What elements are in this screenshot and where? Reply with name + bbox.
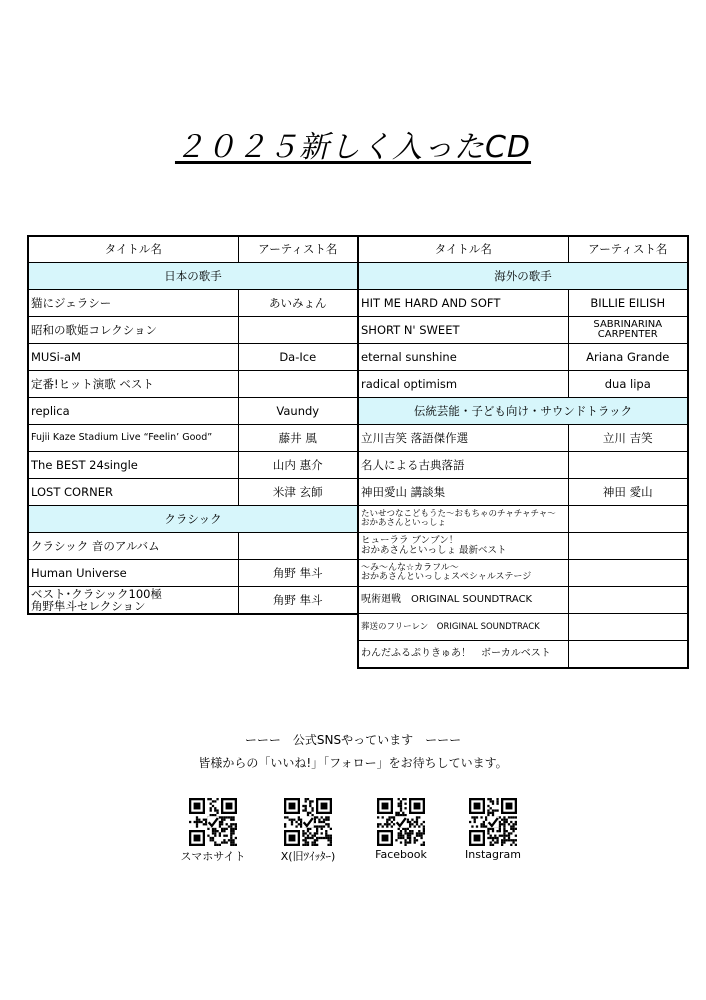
table-row	[28, 479, 358, 506]
table-row	[358, 641, 688, 669]
cd-title: 昭和の歌姫コレクション	[28, 317, 238, 344]
cd-artist: 藤井 風	[238, 425, 358, 452]
table-row	[358, 290, 688, 317]
table-row	[358, 425, 688, 452]
cd-title: 定番!ヒット演歌 ベスト	[28, 371, 238, 398]
table-row	[358, 506, 688, 533]
cd-title: 葬送のフリーレン ORIGINAL SOUNDTRACK	[358, 614, 568, 641]
table-row	[358, 452, 688, 479]
sns-message: 皆様からの「いいね!」「フォロー」をお待ちしています。	[198, 756, 508, 770]
artist-header: アーティスト名	[238, 236, 358, 263]
cd-artist	[568, 506, 688, 533]
artist-header: アーティスト名	[568, 236, 688, 263]
section-heading-overseas: 海外の歌手	[358, 263, 688, 290]
cd-artist: Vaundy	[238, 398, 358, 425]
cd-title: わんだふるぷりきゅあ！ ボーカルベスト	[358, 641, 568, 669]
cd-artist	[568, 560, 688, 587]
cd-title-line: おかあさんといっしょ 最新ベスト	[361, 545, 507, 556]
cd-title: The BEST 24single	[28, 452, 238, 479]
cd-artist	[238, 371, 358, 398]
cd-artist: Ariana Grande	[568, 344, 688, 371]
cd-title: Human Universe	[28, 560, 238, 587]
page-title: ２０２５新しく入ったCD	[174, 130, 532, 165]
cd-artist: dua lipa	[568, 371, 688, 398]
cd-title-line: ベスト･クラシック100極	[31, 586, 162, 601]
cd-title	[358, 533, 568, 560]
cd-title	[358, 506, 568, 533]
cd-artist	[238, 317, 358, 344]
table-row	[358, 344, 688, 371]
table-row	[28, 425, 358, 452]
table-row	[358, 587, 688, 614]
table-row	[358, 533, 688, 560]
table-row	[358, 317, 688, 344]
cd-title: 呪術廻戦 ORIGINAL SOUNDTRACK	[358, 587, 568, 614]
cd-artist	[568, 641, 688, 669]
section-heading-classic: クラシック	[28, 506, 358, 533]
cd-artist: Da-Ice	[238, 344, 358, 371]
cd-title: クラシック 音のアルバム	[28, 533, 238, 560]
table-row	[28, 533, 358, 560]
qr-label-smartphone-site: スマホサイト	[180, 850, 246, 863]
cd-title: MUSi-aM	[28, 344, 238, 371]
table-row	[28, 317, 358, 344]
table-row	[28, 452, 358, 479]
cd-title: replica	[28, 398, 238, 425]
cd-artist	[568, 533, 688, 560]
cd-title-line: たいせつなこどもうた～おもちゃのチャチャチャ～	[361, 509, 556, 520]
cd-title: 立川吉笑 落語傑作選	[358, 425, 568, 452]
table-row	[358, 479, 688, 506]
cd-artist: 米津 玄師	[238, 479, 358, 506]
qr-code-icon[interactable]	[284, 798, 332, 846]
title-header: タイトル名	[28, 236, 238, 263]
qr-code-icon[interactable]	[377, 798, 425, 846]
cd-title-line: ヒューララ ブンブン！	[361, 535, 459, 547]
cd-title: SHORT N' SWEET	[358, 317, 568, 344]
title-header: タイトル名	[358, 236, 568, 263]
cd-artist: あいみょん	[238, 290, 358, 317]
cd-artist: 山内 惠介	[238, 452, 358, 479]
table-row	[28, 560, 358, 587]
table-row	[358, 371, 688, 398]
cd-title-line: 角野隼斗セレクション	[31, 599, 146, 613]
cd-title	[28, 587, 238, 615]
cd-title	[358, 560, 568, 587]
cd-title-line: おかあさんといっしょ	[361, 518, 447, 528]
qr-code-icon[interactable]	[469, 798, 517, 846]
table-row	[28, 398, 358, 425]
cd-artist: BILLIE EILISH	[568, 290, 688, 317]
cd-artist	[568, 452, 688, 479]
cd-title: 猫にジェラシー	[28, 290, 238, 317]
cd-title: 神田愛山 講談集	[358, 479, 568, 506]
table-row	[28, 371, 358, 398]
cd-title: radical optimism	[358, 371, 568, 398]
cd-artist	[238, 533, 358, 560]
overseas-traditional-table	[357, 235, 689, 669]
qr-code-icon[interactable]	[189, 798, 237, 846]
sns-heading: ーーー 公式SNSやっています ーーー	[244, 733, 462, 747]
cd-artist: 角野 隼斗	[238, 560, 358, 587]
cd-title: 名人による古典落語	[358, 452, 568, 479]
japan-classic-table	[27, 235, 359, 615]
table-row	[358, 614, 688, 641]
cd-artist-line: SABRINARINA	[593, 318, 663, 330]
table-row	[28, 344, 358, 371]
cd-artist	[568, 317, 688, 344]
cd-artist: 角野 隼斗	[238, 587, 358, 615]
qr-label-x: X(旧ﾂｲｯﾀｰ)	[280, 850, 336, 863]
cd-artist: 立川 吉笑	[568, 425, 688, 452]
section-heading-traditional: 伝統芸能・子ども向け・サウンドトラック	[358, 398, 688, 425]
section-heading-japan: 日本の歌手	[28, 263, 358, 290]
cd-title: LOST CORNER	[28, 479, 238, 506]
cd-artist	[568, 614, 688, 641]
cd-title: Fujii Kaze Stadium Live “Feelin’ Good”	[28, 425, 238, 452]
qr-label-facebook: Facebook	[375, 848, 427, 861]
table-row	[28, 290, 358, 317]
cd-title-line: おかあさんといっしょスペシャルステージ	[361, 572, 532, 582]
cd-title: eternal sunshine	[358, 344, 568, 371]
cd-artist: 神田 愛山	[568, 479, 688, 506]
cd-title: HIT ME HARD AND SOFT	[358, 290, 568, 317]
cd-artist-line: CARPENTER	[597, 329, 658, 340]
table-row	[28, 587, 358, 615]
cd-artist	[568, 587, 688, 614]
table-row	[358, 560, 688, 587]
qr-label-instagram: Instagram	[465, 848, 521, 861]
cd-title-line: ～み～んな☆カラフル～	[361, 562, 459, 573]
